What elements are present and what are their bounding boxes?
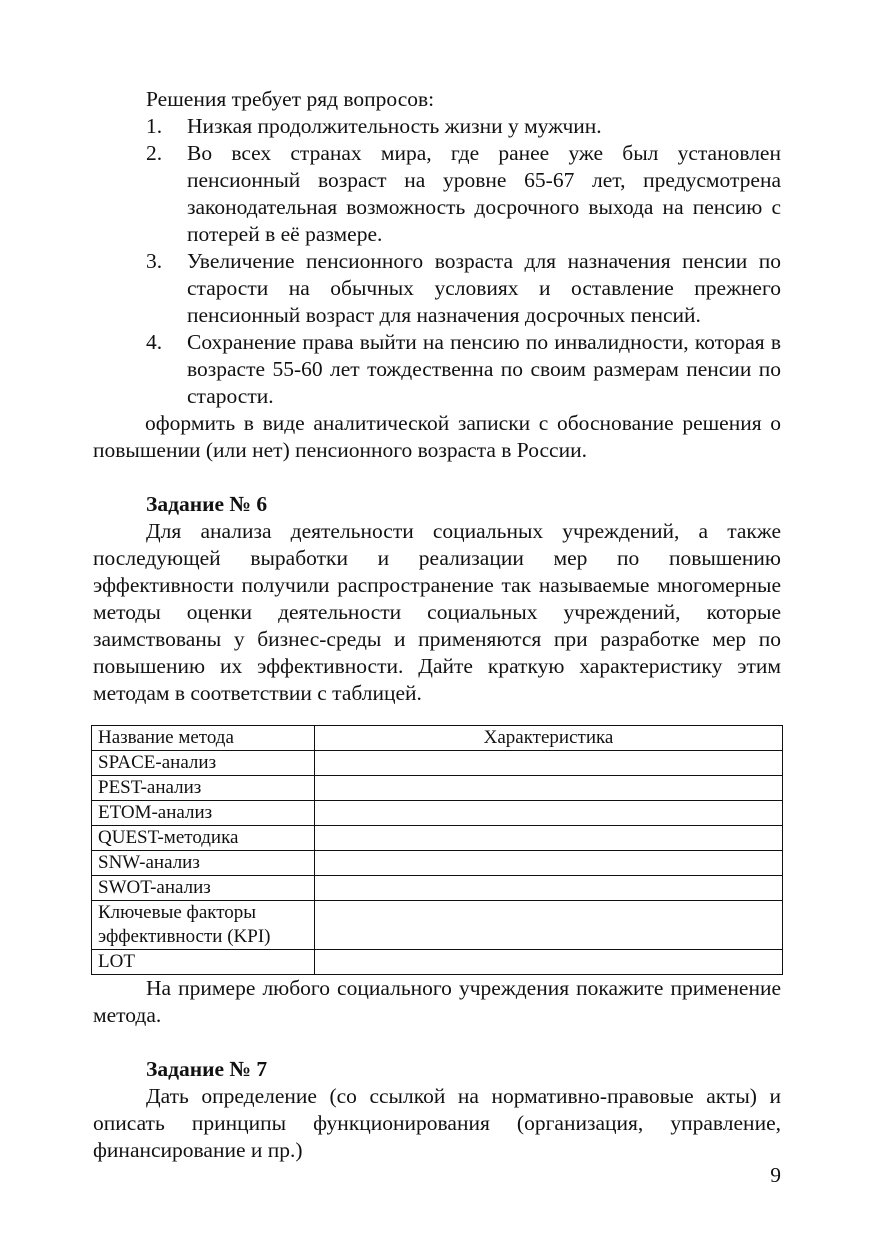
list-item-text: Низкая продолжительность жизни у мужчин. (187, 114, 602, 138)
characteristic-cell (315, 801, 783, 826)
intro-line: Решения требует ряд вопросов: (146, 87, 435, 111)
table-row (92, 826, 783, 851)
list-item-number: 1. (146, 114, 163, 138)
method-cell: LOT (92, 950, 315, 975)
table-row (92, 801, 783, 826)
conclusion-paragraph: оформить в виде аналитической записки с обоснование решения о повышении (или нет) пенсионного возраста в России. (93, 411, 781, 462)
list-item-number: 3. (146, 249, 163, 273)
list-item-number: 2. (146, 141, 163, 165)
table-row (92, 950, 783, 975)
table-row (92, 901, 783, 950)
characteristic-cell (315, 776, 783, 801)
task7-heading: Задание № 7 (146, 1057, 268, 1081)
list-item (93, 248, 781, 329)
method-cell: PEST-анализ (92, 776, 315, 801)
page-number: 9 (770, 1163, 781, 1187)
method-cell: SPACE-анализ (92, 751, 315, 776)
list-item-text: Сохранение права выйти на пенсию по инвалидности, которая в возрасте 55-60 лет тождественна по своим размерам пенсии по старости. (187, 330, 781, 408)
table-row (92, 876, 783, 901)
document-page (93, 86, 781, 1164)
characteristic-cell (315, 826, 783, 851)
list-item (93, 329, 781, 410)
list-item-text: Увеличение пенсионного возраста для назначения пенсии по старости на обычных условиях и оставление прежнего пенсионный возраст для назначения досрочных пенсий. (187, 249, 781, 327)
list-item (93, 140, 781, 248)
list-item (93, 113, 781, 140)
table-row (92, 776, 783, 801)
characteristic-cell (315, 950, 783, 975)
task6-paragraph: Для анализа деятельности социальных учреждений, а также последующей выработки и реализации мер по повышению эффективности получили распространение так называемые многомерные методы оценки деятельности социальных учреждений, которые заимствованы у бизнес-среды и применяются при разработке мер по повышению их эффективности. Дайте краткую характеристику этим методам в соответствии с таблицей. (93, 519, 781, 705)
questions-list (93, 113, 781, 410)
characteristic-cell (315, 851, 783, 876)
task7-paragraph: Дать определение (со ссылкой на нормативно-правовые акты) и описать принципы функционирования (организация, управление, финансирование и пр.) (93, 1084, 781, 1162)
method-cell: Ключевые факторы эффективности (KPI) (92, 901, 315, 950)
characteristic-cell (315, 751, 783, 776)
header-characteristic: Характеристика (315, 726, 783, 751)
task6-followup: На примере любого социального учреждения покажите применение метода. (93, 976, 781, 1027)
method-cell: QUEST-методика (92, 826, 315, 851)
table-row (92, 751, 783, 776)
characteristic-cell (315, 876, 783, 901)
methods-table (91, 725, 783, 975)
list-item-text: Во всех странах мира, где ранее уже был установлен пенсионный возраст на уровне 65-67 лет, предусмотрена законодательная возможность досрочного выхода на пенсию с потерей в её размере. (187, 141, 781, 246)
list-item-number: 4. (146, 330, 163, 354)
method-cell: SNW-анализ (92, 851, 315, 876)
characteristic-cell (315, 901, 783, 950)
method-cell: ETOM-анализ (92, 801, 315, 826)
header-method-name: Название метода (92, 726, 315, 751)
table-row (92, 851, 783, 876)
task6-heading: Задание № 6 (146, 492, 268, 516)
method-cell: SWOT-анализ (92, 876, 315, 901)
table-header-row (92, 726, 783, 751)
